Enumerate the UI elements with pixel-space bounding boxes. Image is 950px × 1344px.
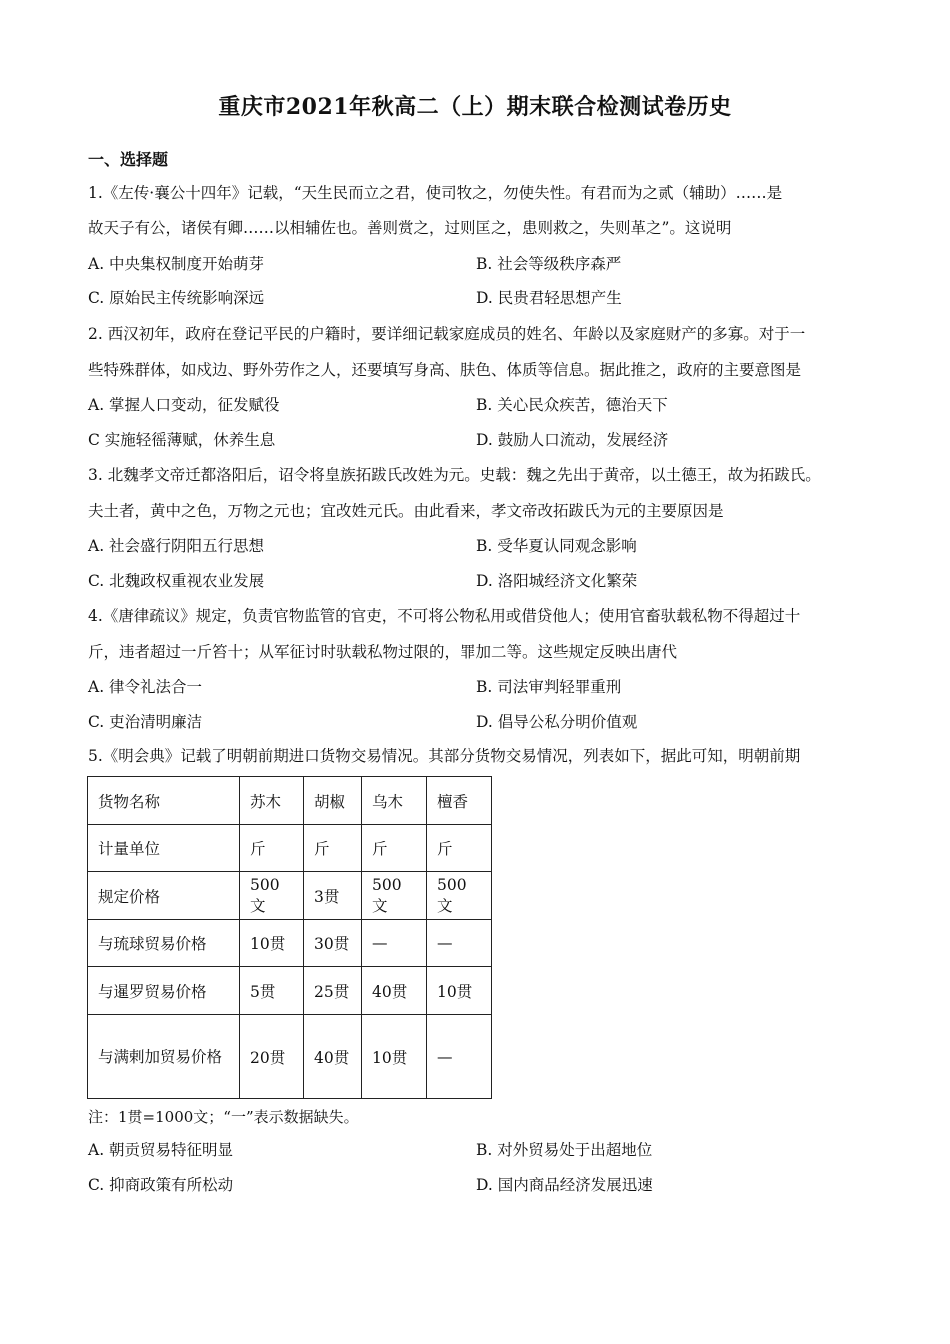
table-note: 注：1贯=1000文；“一”表示数据缺失。	[88, 1108, 359, 1126]
question-4-line-2: 斤，违者超过一斤笞十；从军征讨时驮载私物过限的，罪加二等。这些规定反映出唐代	[88, 643, 678, 661]
table-cell: 斤	[240, 825, 304, 872]
question-3-option-c: C. 北魏政权重视农业发展	[88, 572, 265, 590]
table-cell: 乌木	[362, 777, 427, 825]
question-1-line-1: 1.《左传·襄公十四年》记载，“天生民而立之君，使司牧之，勿使失性。有君而为之贰（辅助）……是	[88, 184, 783, 202]
question-3-option-b: B. 受华夏认同观念影响	[476, 537, 637, 555]
table-cell: 檀香	[427, 777, 492, 825]
question-1-option-a: A. 中央集权制度开始萌芽	[88, 255, 265, 273]
table-cell: 斤	[427, 825, 492, 872]
question-4-option-b: B. 司法审判轻罪重刑	[476, 678, 622, 696]
question-2-line-2: 些特殊群体，如戍边、野外劳作之人，还要填写身高、肤色、体质等信息。据此推之，政府的主要意图是	[88, 361, 802, 379]
table-row	[88, 777, 492, 825]
table-row	[88, 920, 492, 967]
table-cell: 40贯	[304, 1015, 362, 1099]
question-1-line-2: 故天子有公，诸侯有卿……以相辅佐也。善则赏之，过则匡之，患则救之，失则革之”。这说明	[88, 219, 732, 237]
goods-price-table	[87, 776, 492, 1099]
question-3-line-1: 3. 北魏孝文帝迁都洛阳后，诏令将皇族拓跋氏改姓为元。史载：魏之先出于黄帝，以土德王，故为拓跋氏。	[88, 466, 821, 484]
table-cell: —	[427, 1015, 492, 1099]
table-cell: 10贯	[427, 967, 492, 1015]
table-cell: 与琉球贸易价格	[88, 920, 240, 967]
table-cell: 10贯	[362, 1015, 427, 1099]
table-cell: 斤	[304, 825, 362, 872]
table-cell: 胡椒	[304, 777, 362, 825]
question-4-line-1: 4.《唐律疏议》规定，负责官物监管的官吏，不可将公物私用或借贷他人；使用官畜驮载私物不得超过十	[88, 607, 801, 625]
table-cell: 苏木	[240, 777, 304, 825]
question-5-line-1: 5.《明会典》记载了明朝前期进口货物交易情况。其部分货物交易情况，列表如下，据此可知，明朝前期	[88, 747, 801, 765]
question-1-option-b: B. 社会等级秩序森严	[476, 255, 622, 273]
question-4-option-a: A. 律令礼法合一	[88, 678, 203, 696]
question-2-option-b: B. 关心民众疾苦，德治天下	[476, 396, 668, 414]
table-row	[88, 967, 492, 1015]
table-row	[88, 825, 492, 872]
table-cell: 计量单位	[88, 825, 240, 872]
question-5-option-a: A. 朝贡贸易特征明显	[88, 1141, 234, 1159]
question-4-option-d: D. 倡导公私分明价值观	[476, 713, 638, 731]
table-cell: 500文	[240, 872, 304, 920]
question-1-option-c: C. 原始民主传统影响深远	[88, 289, 265, 307]
table-cell: 25贯	[304, 967, 362, 1015]
question-5-option-d: D. 国内商品经济发展迅速	[476, 1176, 653, 1194]
question-2-option-d: D. 鼓励人口流动，发展经济	[476, 431, 669, 449]
table-cell: —	[427, 920, 492, 967]
page-title: 重庆市2021年秋高二（上）期末联合检测试卷历史	[218, 94, 732, 120]
table-cell: 500文	[427, 872, 492, 920]
table-row	[88, 1015, 492, 1099]
table-cell: 与暹罗贸易价格	[88, 967, 240, 1015]
table-cell: 规定价格	[88, 872, 240, 920]
table-cell: 货物名称	[88, 777, 240, 825]
question-2-option-c: C 实施轻徭薄赋，休养生息	[88, 431, 276, 449]
question-5-option-b: B. 对外贸易处于出超地位	[476, 1141, 653, 1159]
question-1-option-d: D. 民贵君轻思想产生	[476, 289, 622, 307]
question-4-option-c: C. 吏治清明廉洁	[88, 713, 203, 731]
table-cell: 500文	[362, 872, 427, 920]
table-cell: 与满剌加贸易价格	[88, 1015, 240, 1099]
table-cell: —	[362, 920, 427, 967]
question-2-option-a: A. 掌握人口变动，征发赋役	[88, 396, 280, 414]
table-cell: 10贯	[240, 920, 304, 967]
table-cell: 30贯	[304, 920, 362, 967]
question-5-option-c: C. 抑商政策有所松动	[88, 1176, 234, 1194]
table-cell: 20贯	[240, 1015, 304, 1099]
table-cell: 40贯	[362, 967, 427, 1015]
question-3-option-d: D. 洛阳城经济文化繁荣	[476, 572, 638, 590]
section-heading: 一、选择题	[88, 150, 169, 169]
table-cell: 5贯	[240, 967, 304, 1015]
question-2-line-1: 2. 西汉初年，政府在登记平民的户籍时，要详细记载家庭成员的姓名、年龄以及家庭财产的多寡。对于一	[88, 325, 806, 343]
table-row	[88, 872, 492, 920]
question-3-option-a: A. 社会盛行阴阳五行思想	[88, 537, 265, 555]
table-cell: 3贯	[304, 872, 362, 920]
question-3-line-2: 夫土者，黄中之色，万物之元也；宜改姓元氏。由此看来，孝文帝改拓跋氏为元的主要原因是	[88, 502, 724, 520]
table-cell: 斤	[362, 825, 427, 872]
